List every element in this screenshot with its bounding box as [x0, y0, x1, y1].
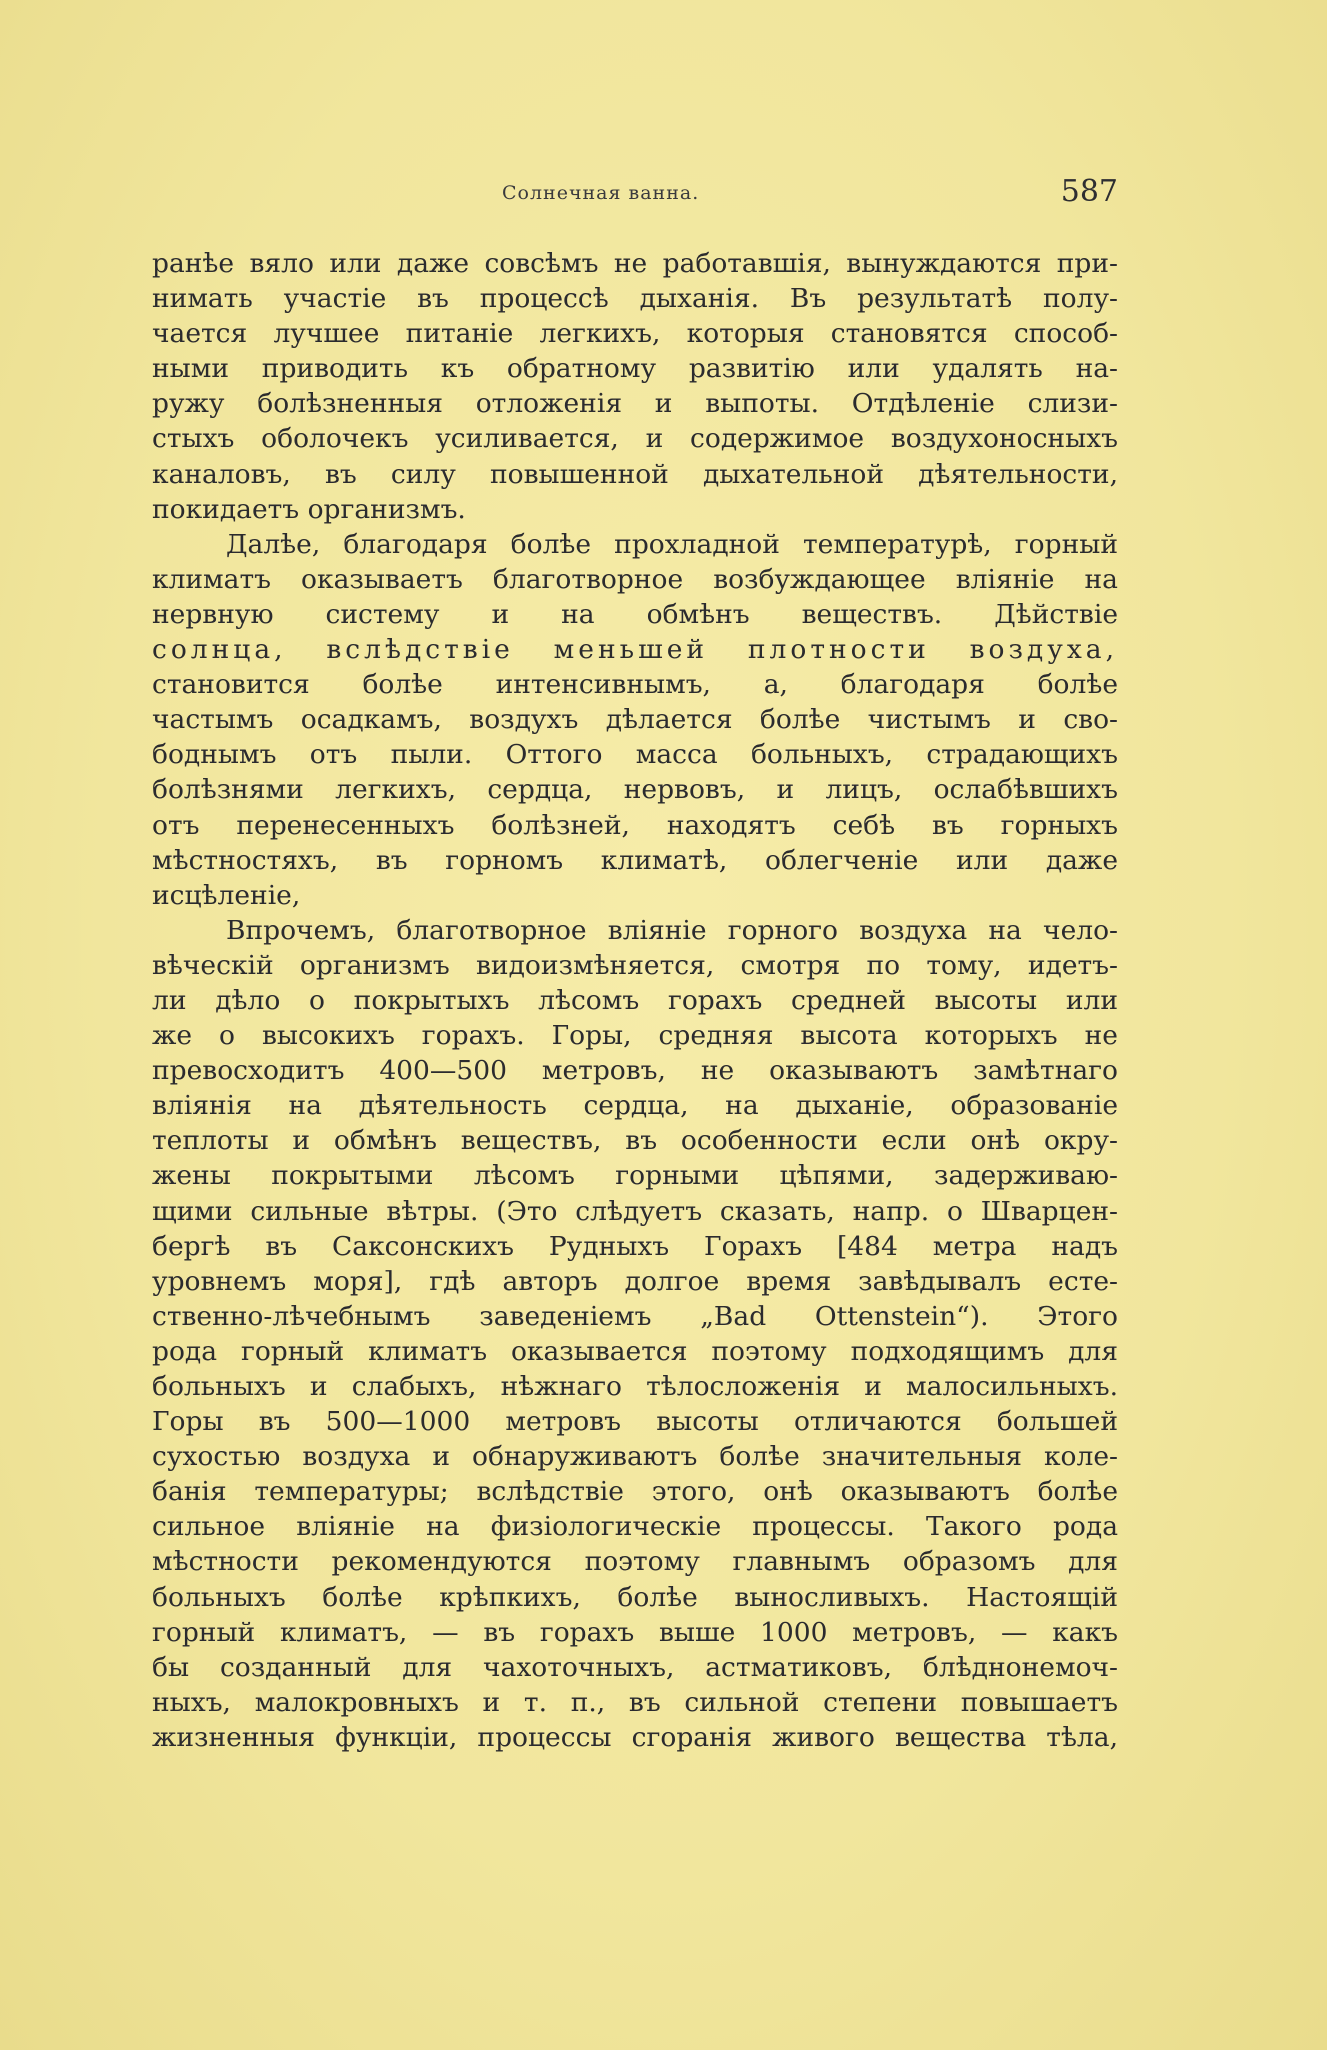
text-line: чается лучшее питаніе легкихъ, которыя становятся способ- [152, 318, 1118, 350]
text-line: мѣстностяхъ, въ горномъ климатѣ, облегченіе или даже [152, 844, 1118, 876]
text-line: сухостью воздуха и обнаруживаютъ болѣе значительныя коле- [152, 1441, 1118, 1473]
text-line: теплоты и обмѣнъ веществъ, въ особенности если онѣ окру- [152, 1125, 1118, 1157]
text-line: бы созданный для чахоточныхъ, астматиковъ, блѣднонемоч- [152, 1651, 1118, 1683]
text-line: рода горный климатъ оказывается поэтому подходящимъ для [152, 1335, 1118, 1367]
text-line: уровнемъ моря], гдѣ авторъ долгое время завѣдывалъ есте- [152, 1265, 1118, 1297]
text-line: Далѣе, благодаря болѣе прохладной температурѣ, горный [226, 528, 1118, 560]
text-line: ственно-лѣчебнымъ заведеніемъ „Bad Ottenstein“). Этого [152, 1300, 1118, 1332]
text-line: жизненныя функціи, процессы сгоранія живого вещества тѣла, [152, 1721, 1118, 1753]
text-line: климатъ оказываетъ благотворное возбуждающее вліяніе на [152, 563, 1118, 595]
text-line: боднымъ отъ пыли. Оттого масса больныхъ, страдающихъ [152, 739, 1118, 771]
text-line: ранѣе вяло или даже совсѣмъ не работавшія, вынуждаются при- [152, 248, 1118, 279]
text-line: болѣзнями легкихъ, сердца, нервовъ, и лицъ, ослабѣвшихъ [152, 774, 1118, 806]
text-line: щими сильные вѣтры. (Это слѣдуетъ сказать, напр. о Шварцен- [152, 1195, 1118, 1227]
text-line: нимать участіе въ процессѣ дыханія. Въ результатѣ полу- [152, 283, 1118, 315]
text-line: вліянія на дѣятельность сердца, на дыханіе, образованіе [152, 1090, 1118, 1122]
text-line: превосходитъ 400—500 метровъ, не оказываютъ замѣтнаго [152, 1055, 1118, 1087]
text-line: ли дѣло о покрытыхъ лѣсомъ горахъ средней высоты или [152, 984, 1118, 1016]
running-title: Солнечная ванна. [502, 182, 700, 204]
text-line: Горы въ 500—1000 метровъ высоты отличаются большей [152, 1406, 1118, 1438]
text-line: ныхъ, малокровныхъ и т. п., въ сильной степени повышаетъ [152, 1686, 1118, 1718]
text-line: отъ перенесенныхъ болѣзней, находятъ себѣ въ горныхъ [152, 809, 1118, 841]
text-line: горный климатъ, — въ горахъ выше 1000 метровъ, — какъ [152, 1616, 1118, 1648]
text-line: Впрочемъ, благотворное вліяніе горного воздуха на чело- [226, 914, 1118, 946]
page-number: 587 [1060, 174, 1118, 209]
text-line: становится болѣе интенсивнымъ, а, благодаря болѣе [152, 669, 1118, 701]
text-line: каналовъ, въ силу повышенной дыхательной дѣятельности, [152, 458, 1118, 490]
text-line: бергѣ въ Саксонскихъ Рудныхъ Горахъ [484 метра надъ [152, 1230, 1118, 1262]
text-line: исцѣленіе, [152, 879, 301, 911]
body-text [152, 246, 1118, 1755]
text-line: больныхъ болѣе крѣпкихъ, болѣе выносливыхъ. Настоящій [152, 1581, 1118, 1613]
text-line: вѣческій организмъ видоизмѣняется, смотря по тому, идетъ- [152, 949, 1118, 981]
text-line: банія температуры; вслѣдствіе этого, онѣ оказываютъ болѣе [152, 1476, 1118, 1508]
text-line: солнца, вслѣдствіе меньшей плотности воздуха, [152, 634, 1118, 666]
text-line: же о высокихъ горахъ. Горы, средняя высота которыхъ не [152, 1020, 1118, 1052]
text-line: сильное вліяніе на физіологическіе процессы. Такого рода [152, 1511, 1118, 1543]
page-header [152, 174, 1118, 218]
text-line: ными приводить къ обратному развитію или удалять на- [152, 353, 1118, 385]
text-line: ружу болѣзненныя отложенія и выпоты. Отдѣленіе слизи- [152, 388, 1118, 420]
text-line: частымъ осадкамъ, воздухъ дѣлается болѣе чистымъ и сво- [152, 704, 1118, 736]
text-line: мѣстности рекомендуются поэтому главнымъ образомъ для [152, 1546, 1118, 1578]
text-line: жены покрытыми лѣсомъ горными цѣпями, задерживаю- [152, 1160, 1118, 1192]
text-line: покидаетъ организмъ. [152, 493, 466, 525]
text-line: стыхъ оболочекъ усиливается, и содержимое воздухоносныхъ [152, 423, 1118, 455]
text-line: нервную систему и на обмѣнъ веществъ. Дѣйствіе [152, 598, 1118, 630]
text-line: больныхъ и слабыхъ, нѣжнаго тѣлосложенія и малосильныхъ. [152, 1371, 1118, 1402]
